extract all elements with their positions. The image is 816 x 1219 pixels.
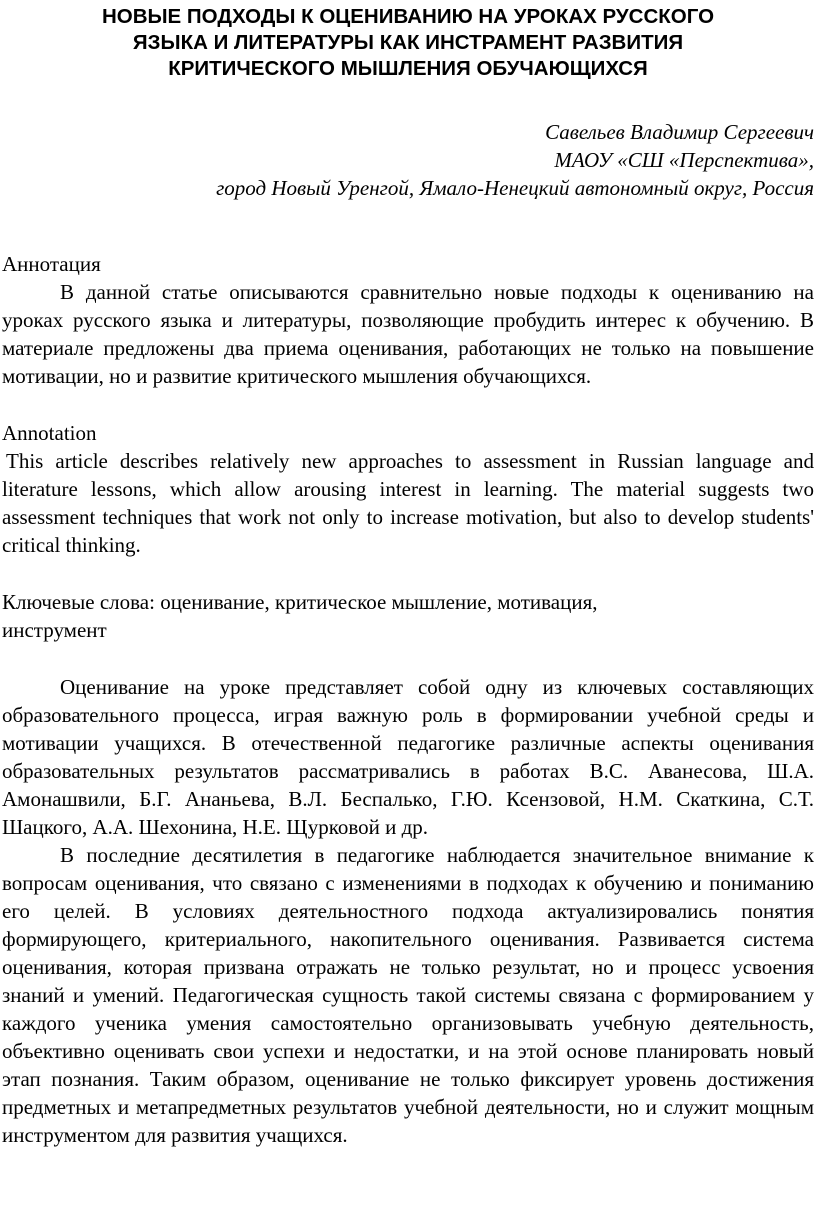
annotation-ru-label: Аннотация (2, 252, 101, 276)
author-organization: МАОУ «СШ «Перспектива», (554, 148, 814, 172)
annotation-ru-text: В данной статье описываются сравнительно новые подходы к оцениванию на уроках русского языка и литературы, позволяющие пробудить интерес к обучению. В материале предложены два приема оценивания, работающих не только на повышение мотивации, но и развитие критического мышления обучающихся. (2, 280, 814, 388)
title-line: ЯЗЫКА И ЛИТЕРАТУРЫ КАК ИНСТРАМЕНТ РАЗВИТИЯ (132, 31, 684, 54)
author-block (2, 118, 814, 202)
body-paragraph: Оценивание на уроке представляет собой одну из ключевых составляющих образовательного процесса, играя важную роль в формировании учебной среды и мотивации учащихся. В отечественной педагогике различные аспекты оценивания образовательных результатов рассматривались в работах В.С. Аванесова, Ш.А. Амонашвили, Б.Г. Ананьева, В.Л. Беспалько, Г.Ю. Ксензовой, Н.М. Скаткина, С.Т. Шацкого, А.А. Шехонина, Н.Е. Щурковой и др. (2, 675, 814, 839)
keywords-line: Ключевые слова: оценивание, критическое мышление, мотивация, (2, 590, 598, 614)
annotation-en-label: Annotation (2, 421, 97, 445)
author-name: Савельев Владимир Сергеевич (545, 120, 814, 144)
keywords-line: инструмент (2, 618, 107, 642)
body-paragraph: В последние десятилетия в педагогике наблюдается значительное внимание к вопросам оценивания, что связано с изменениями в подходах к обучению и пониманию его целей. В условиях деятельностного подхода актуализировались понятия формирующего, критериального, накопительного оценивания. Развивается система оценивания, которая призвана отражать не только результат, но и процесс усвоения знаний и умений. Педагогическая сущность такой системы связана с формированием у каждого ученика умения самостоятельно организовывать учебную деятельность, объективно оценивать свои успехи и недостатки, и на этой основе планировать новый этап познания. Таким образом, оценивание не только фиксирует уровень достижения предметных и метапредметных результатов учебной деятельности, но и служит мощным инструментом для развития учащихся. (2, 843, 814, 1147)
annotation-en-text: This article describes relatively new approaches to assessment in Russian language and literature lessons, which allow arousing interest in learning. The material suggests two assessment techniques that work not only to increase motivation, but also to develop students' critical thinking. (2, 449, 814, 557)
keywords (2, 588, 814, 644)
title-line: НОВЫЕ ПОДХОДЫ К ОЦЕНИВАНИЮ НА УРОКАХ РУССКОГО (101, 5, 715, 28)
article-title (2, 4, 814, 82)
title-line: КРИТИЧЕСКОГО МЫШЛЕНИЯ ОБУЧАЮЩИХСЯ (168, 57, 648, 80)
author-location: город Новый Уренгой, Ямало-Ненецкий автономный округ, Россия (216, 176, 814, 200)
